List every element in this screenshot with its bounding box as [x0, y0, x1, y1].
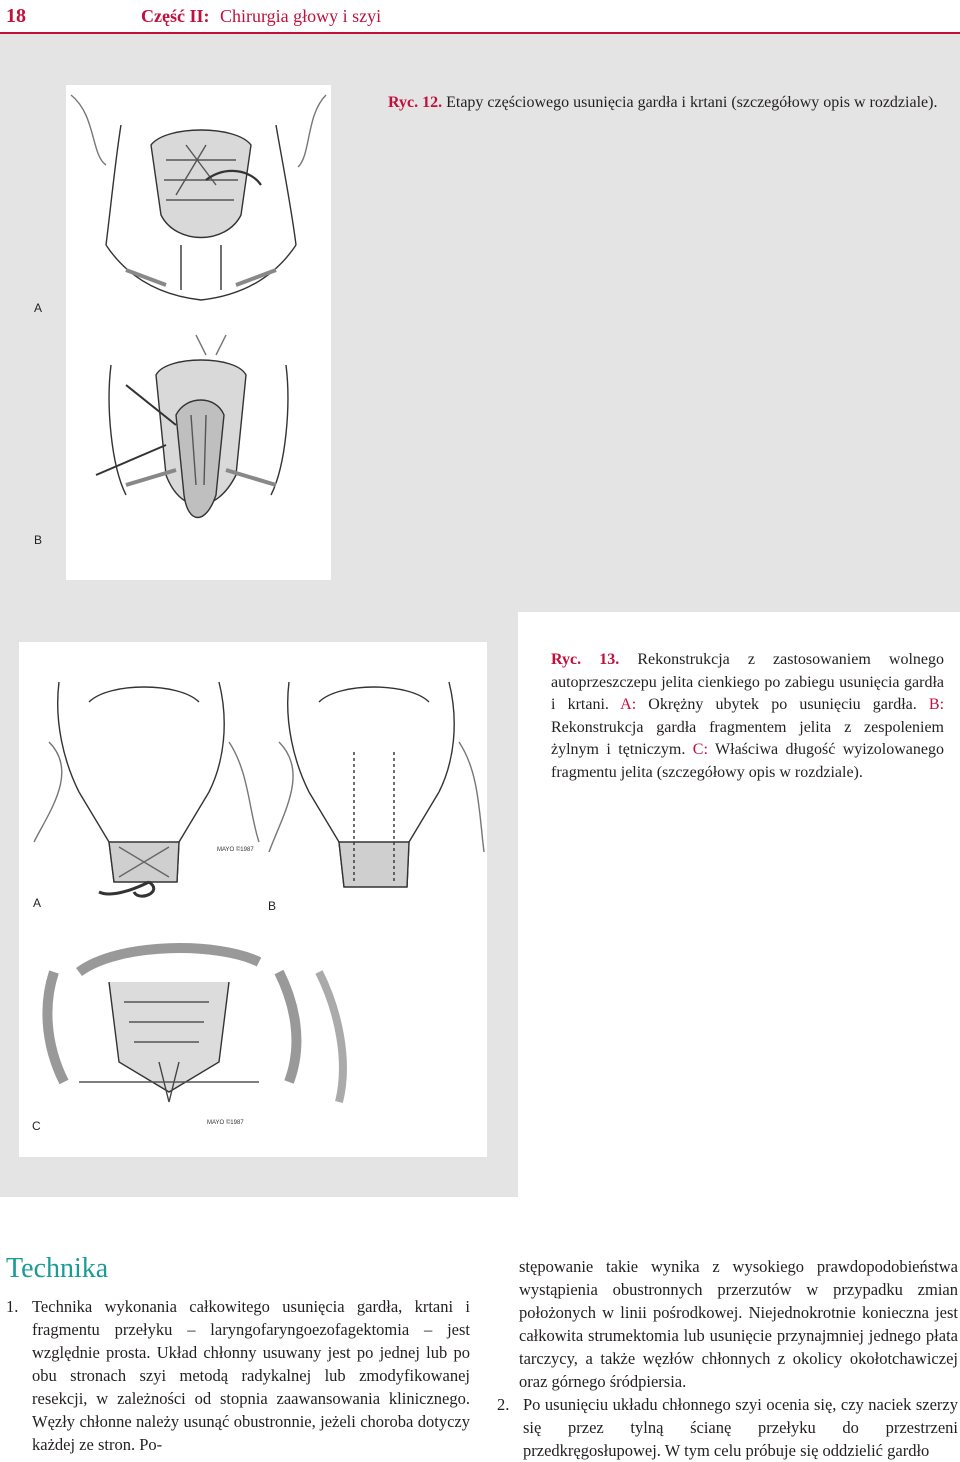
- page-header: [0, 0, 960, 32]
- figure-13-panel-b-label: B: [268, 899, 277, 913]
- figure-12-caption-text: Etapy częściowego usunięcia gardła i krtani (szczegółowy opis w rozdziale).: [446, 94, 938, 111]
- list-item-2-text: Po usunięciu układu chłonnego szyi ocenia się, czy naciek szerzy się przez tylną ścianę przełyku do przestrzeni przedkręgosłupowej. W tym celu próbuje się oddzielić gardło: [523, 1395, 958, 1460]
- figure-12-illustration: [66, 85, 331, 580]
- figure-13-label: Ryc. 13.: [551, 651, 620, 668]
- list-item-1-continuation: stępowanie takie wynika z wysokiego prawdopodobieństwa wystąpienia obustronnych przerzutów w przypadku zmian położonych w linii pośrodkowej. Niejednokrotnie konieczna jest całkowita strumektomia lub usunięcie przynajmniej jednego płata tarczycy, a także węzłów chłonnych z okolicy okołotchawiczej oraz górnego śródpiersia.: [519, 1257, 958, 1391]
- figure-13-stamp-c: MAYO ©1987: [207, 1120, 244, 1126]
- list-item-1: [0, 1295, 470, 1456]
- figure-12-panel-a-label: A: [34, 301, 43, 315]
- page-number: 18: [6, 5, 26, 27]
- figure-13-panel-c-label: C: [32, 1119, 41, 1133]
- figure-12-label: Ryc. 12.: [388, 94, 443, 111]
- figure-12-image: [66, 85, 331, 580]
- figure-13-b-label: B:: [928, 696, 945, 713]
- list-item-2-number: 2.: [497, 1395, 510, 1414]
- list-item-1-text: Technika wykonania całkowitego usunięcia gardła, krtani i fragmentu przełyku – laryngofaryngoezofagektomia – jest względnie prosta. Układ chłonny usuwany jest po jednej lub po obu stronach szyi metodą radykalnej lub zmodyfikowanej resekcji, w zależności od stopnia zaawansowania klinicznego. Węzły chłonne należy usunąć obustronnie, jeżeli choroba dotyczy każdej ze stron. Po-: [32, 1297, 470, 1454]
- figure-13-b-text: Rekonstrukcja gardła fragmentem jelita z zespoleniem żylnym i tętniczym.: [551, 718, 944, 758]
- figure-13-a-label: A:: [620, 696, 637, 713]
- figure-13-image: [19, 642, 487, 1157]
- figure-13-illustration: [19, 642, 487, 1157]
- list-item-2: [491, 1393, 958, 1462]
- figure-12-caption: [388, 92, 943, 115]
- figure-13-caption-intro: Rekonstrukcja z zastosowaniem wolnego autoprzeszczepu jelita cienkiego po zabiegu usunięcia gardła i krtani.: [551, 651, 945, 713]
- figure-13-c-text: Właściwa długość wyizolowanego fragmentu jelita (szczegółowy opis w rozdziale).: [551, 741, 945, 781]
- figure-13-caption: [551, 649, 944, 784]
- list-item-1-number: 1.: [6, 1297, 19, 1316]
- body-column-right: [491, 1255, 958, 1462]
- section-heading-technika: Technika: [6, 1253, 109, 1284]
- body-column-left: [0, 1295, 470, 1456]
- figure-13-panel-a-label: A: [33, 896, 42, 910]
- figure-12-panel-b-label: B: [34, 533, 43, 547]
- figure-13-a-text: Okrężny ubytek po usunięciu gardła.: [648, 696, 917, 713]
- figure-13-stamp-a: MAYO ©1987: [217, 847, 254, 853]
- section-title: Chirurgia głowy i szyi: [220, 6, 382, 26]
- part-label: Część II:: [141, 6, 210, 26]
- figure-13-c-label: C:: [692, 741, 708, 758]
